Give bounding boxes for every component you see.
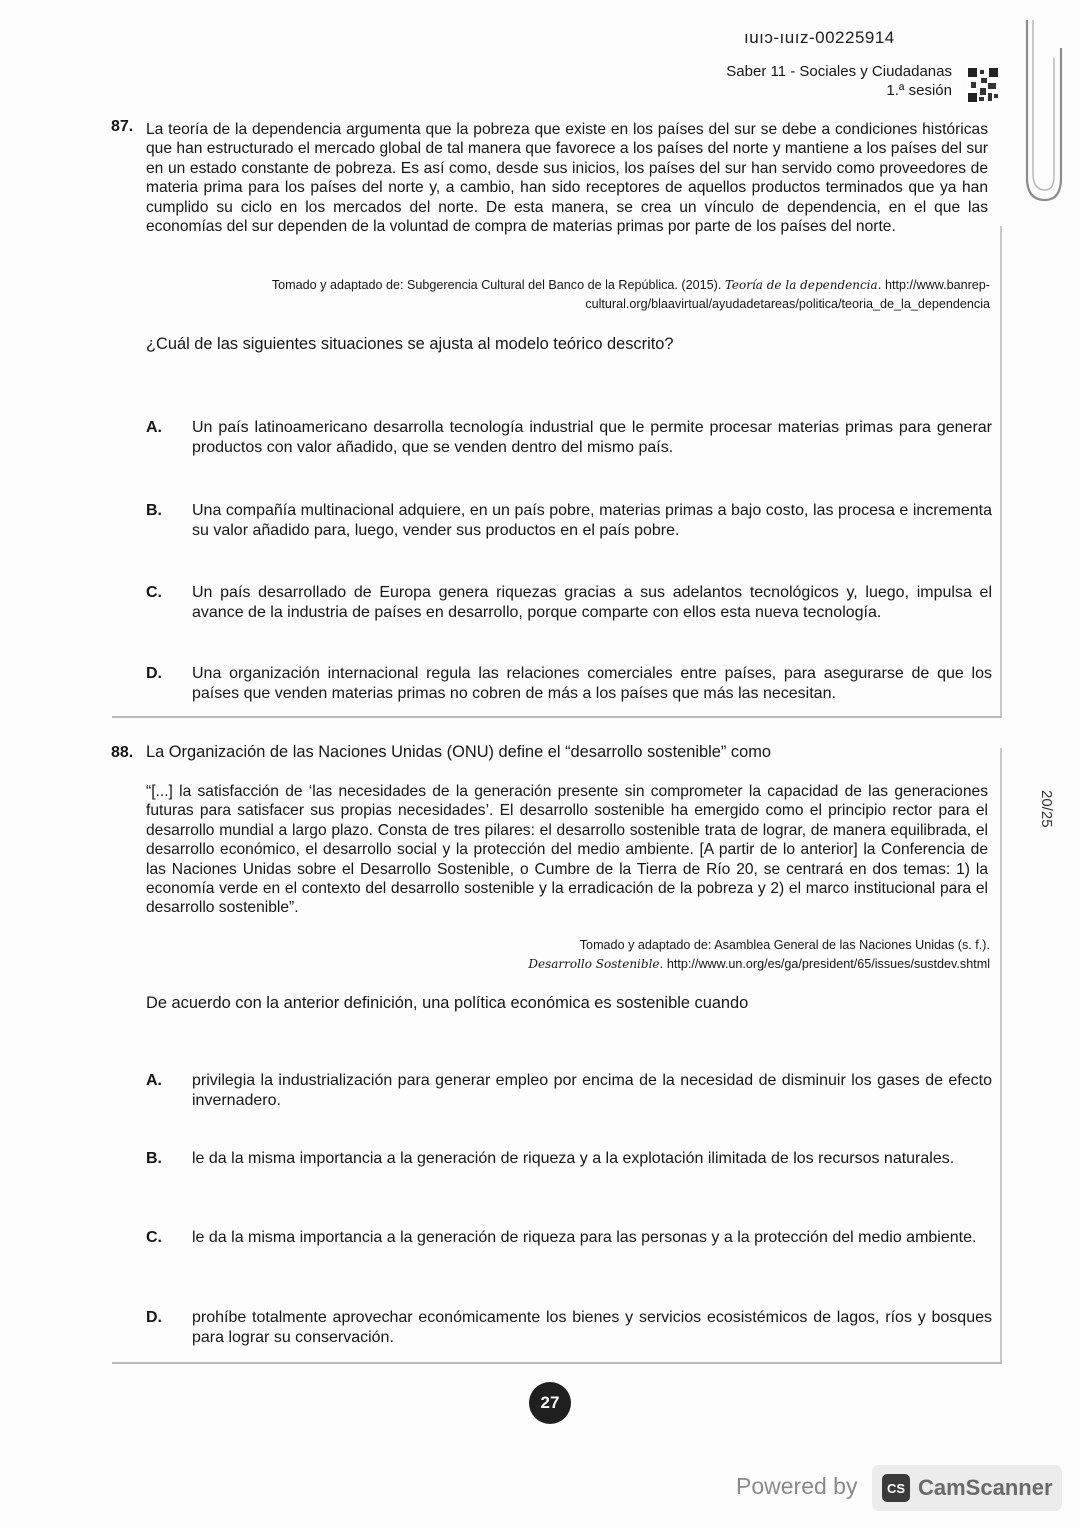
side-page-mark: 20/25 xyxy=(1038,790,1055,828)
question-87-text: La teoría de la dependencia argumenta que la pobreza que existe en los países del sur se debe a condiciones históricas que han estructurado el mercado global de tal manera que favorece a los países del norte y mantiene a los países del sur en un estado constante de pobreza. Es así como, desde sus inicios, los países del sur han servido como proveedores de materia prima para los países del norte y, a cambio, han sido receptores de aquellos productos terminados que ya han cumplido su ciclo en los mercados del norte. De esta manera, se crea un vínculo de dependencia, en el que las economías del sur dependen de la voluntad de compra de materias primas por parte de los países del norte. xyxy=(146,121,988,236)
option-letter: A. xyxy=(146,419,162,436)
option-text: Un país desarrollado de Europa genera riquezas gracias a sus adelantos tecnológicos y, luego, impulsa el avance de la industria de países en desarrollo, porque comparte con ellos esta nueva tecnología. xyxy=(192,584,992,621)
qr-code-icon xyxy=(966,66,1000,104)
option-letter: A. xyxy=(146,1072,162,1089)
option-88-d[interactable] xyxy=(146,1308,992,1348)
option-text: Una organización internacional regula las relaciones comerciales entre países, para asegurarse de que los países que venden materias primas no cobren de más a los países que más las necesitan. xyxy=(192,665,992,702)
watermark-powered-by: Powered by xyxy=(736,1473,858,1499)
option-letter: D. xyxy=(146,665,162,682)
question-87-source xyxy=(146,276,990,314)
option-letter: C. xyxy=(146,584,162,601)
source-url-cont: cultural.org/blaavirtual/ayudadetareas/politica/teoria_de_la_dependencia xyxy=(585,297,990,311)
margin-rule xyxy=(1000,748,1002,1364)
option-text: Un país latinoamericano desarrolla tecnología industrial que le permite procesar materias primas para generar productos con valor añadido, que se venden dentro del mismo país. xyxy=(192,419,992,456)
source-prefix: Tomado y adaptado de: Subgerencia Cultural del Banco de la República. (2015). xyxy=(271,278,725,292)
question-88-number: 88. xyxy=(111,744,134,761)
option-letter: B. xyxy=(146,502,162,519)
option-letter: C. xyxy=(146,1229,162,1246)
question-88-quote: “[...] la satisfacción de ‘las necesidades de la generación presente sin comprometer la capacidad de las generaciones futuras para satisfacer sus propias necesidades’. El desarrollo sostenible ha emergido como el principio rector para el desarrollo mundial a largo plazo. Consta de tres pilares: el desarrollo sostenible trata de lograr, de manera equilibrada, el desarrollo económico, el desarrollo social y la protección del medio ambiente. [A partir de lo anterior] la Conferencia de las Naciones Unidas sobre el Desarrollo Sostenible, o Cumbre de la Tierra de Río 20, se centrará en dos temas: 1) la economía verde en el contexto del desarrollo sostenible y la erradicación de la pobreza y 2) el marco institucional para el desarrollo sostenible”. xyxy=(146,783,988,917)
option-87-c[interactable] xyxy=(146,583,992,623)
question-divider xyxy=(112,716,1002,718)
option-text: prohíbe totalmente aprovechar económicamente los bienes y servicios ecosistémicos de lagos, ríos y bosques para lograr su conservación. xyxy=(192,1309,992,1346)
question-88-source xyxy=(146,936,990,974)
question-87-stem: ¿Cuál de las siguientes situaciones se ajusta al modelo teórico descrito? xyxy=(146,335,674,353)
camscanner-logo-icon: CS xyxy=(882,1474,910,1502)
document-code: ıuıɔ-ıuız-00225914 xyxy=(744,28,895,47)
question-87-number: 87. xyxy=(111,118,134,135)
watermark-badge xyxy=(872,1465,1062,1511)
exam-session: 1.ª sesión xyxy=(886,82,952,99)
option-87-d[interactable] xyxy=(146,664,992,704)
option-text: privilegia la industrialización para generar empleo por encima de la necesidad de disminuir los gases de efecto invernadero. xyxy=(192,1072,992,1109)
question-88-stem: De acuerdo con la anterior definición, una política económica es sostenible cuando xyxy=(146,994,749,1012)
source-title: Desarrollo Sostenible. xyxy=(528,957,664,971)
exam-title: Saber 11 - Sociales y Ciudadanas xyxy=(726,63,952,80)
option-87-a[interactable] xyxy=(146,418,992,458)
option-88-a[interactable] xyxy=(146,1071,992,1111)
watermark-brand: CamScanner xyxy=(918,1475,1053,1500)
question-divider xyxy=(112,1362,1002,1364)
source-url: http://www.un.org/es/ga/president/65/issues/sustdev.shtml xyxy=(663,957,990,971)
paper-clip-icon xyxy=(1003,18,1063,208)
source-url: http://www.banrep- xyxy=(881,278,990,292)
option-88-c[interactable] xyxy=(146,1228,992,1248)
option-88-b[interactable] xyxy=(146,1149,992,1169)
option-87-b[interactable] xyxy=(146,501,992,541)
page-number: 27 xyxy=(529,1382,571,1424)
margin-rule xyxy=(1000,226,1002,718)
option-letter: B. xyxy=(146,1150,162,1167)
source-prefix: Tomado y adaptado de: Asamblea General de las Naciones Unidas (s. f.). xyxy=(579,938,990,952)
option-text: le da la misma importancia a la generación de riqueza y a la explotación ilimitada de los recursos naturales. xyxy=(192,1150,955,1167)
option-text: Una compañía multinacional adquiere, en un país pobre, materias primas a bajo costo, las procesa e incrementa su valor añadido para, luego, vender sus productos en el país pobre. xyxy=(192,502,992,539)
question-88-intro: La Organización de las Naciones Unidas (ONU) define el “desarrollo sostenible” como xyxy=(146,743,771,761)
option-text: le da la misma importancia a la generación de riqueza para las personas y a la protección del medio ambiente. xyxy=(192,1229,977,1246)
source-title: Teoría de la dependencia. xyxy=(724,278,882,292)
option-letter: D. xyxy=(146,1309,162,1326)
